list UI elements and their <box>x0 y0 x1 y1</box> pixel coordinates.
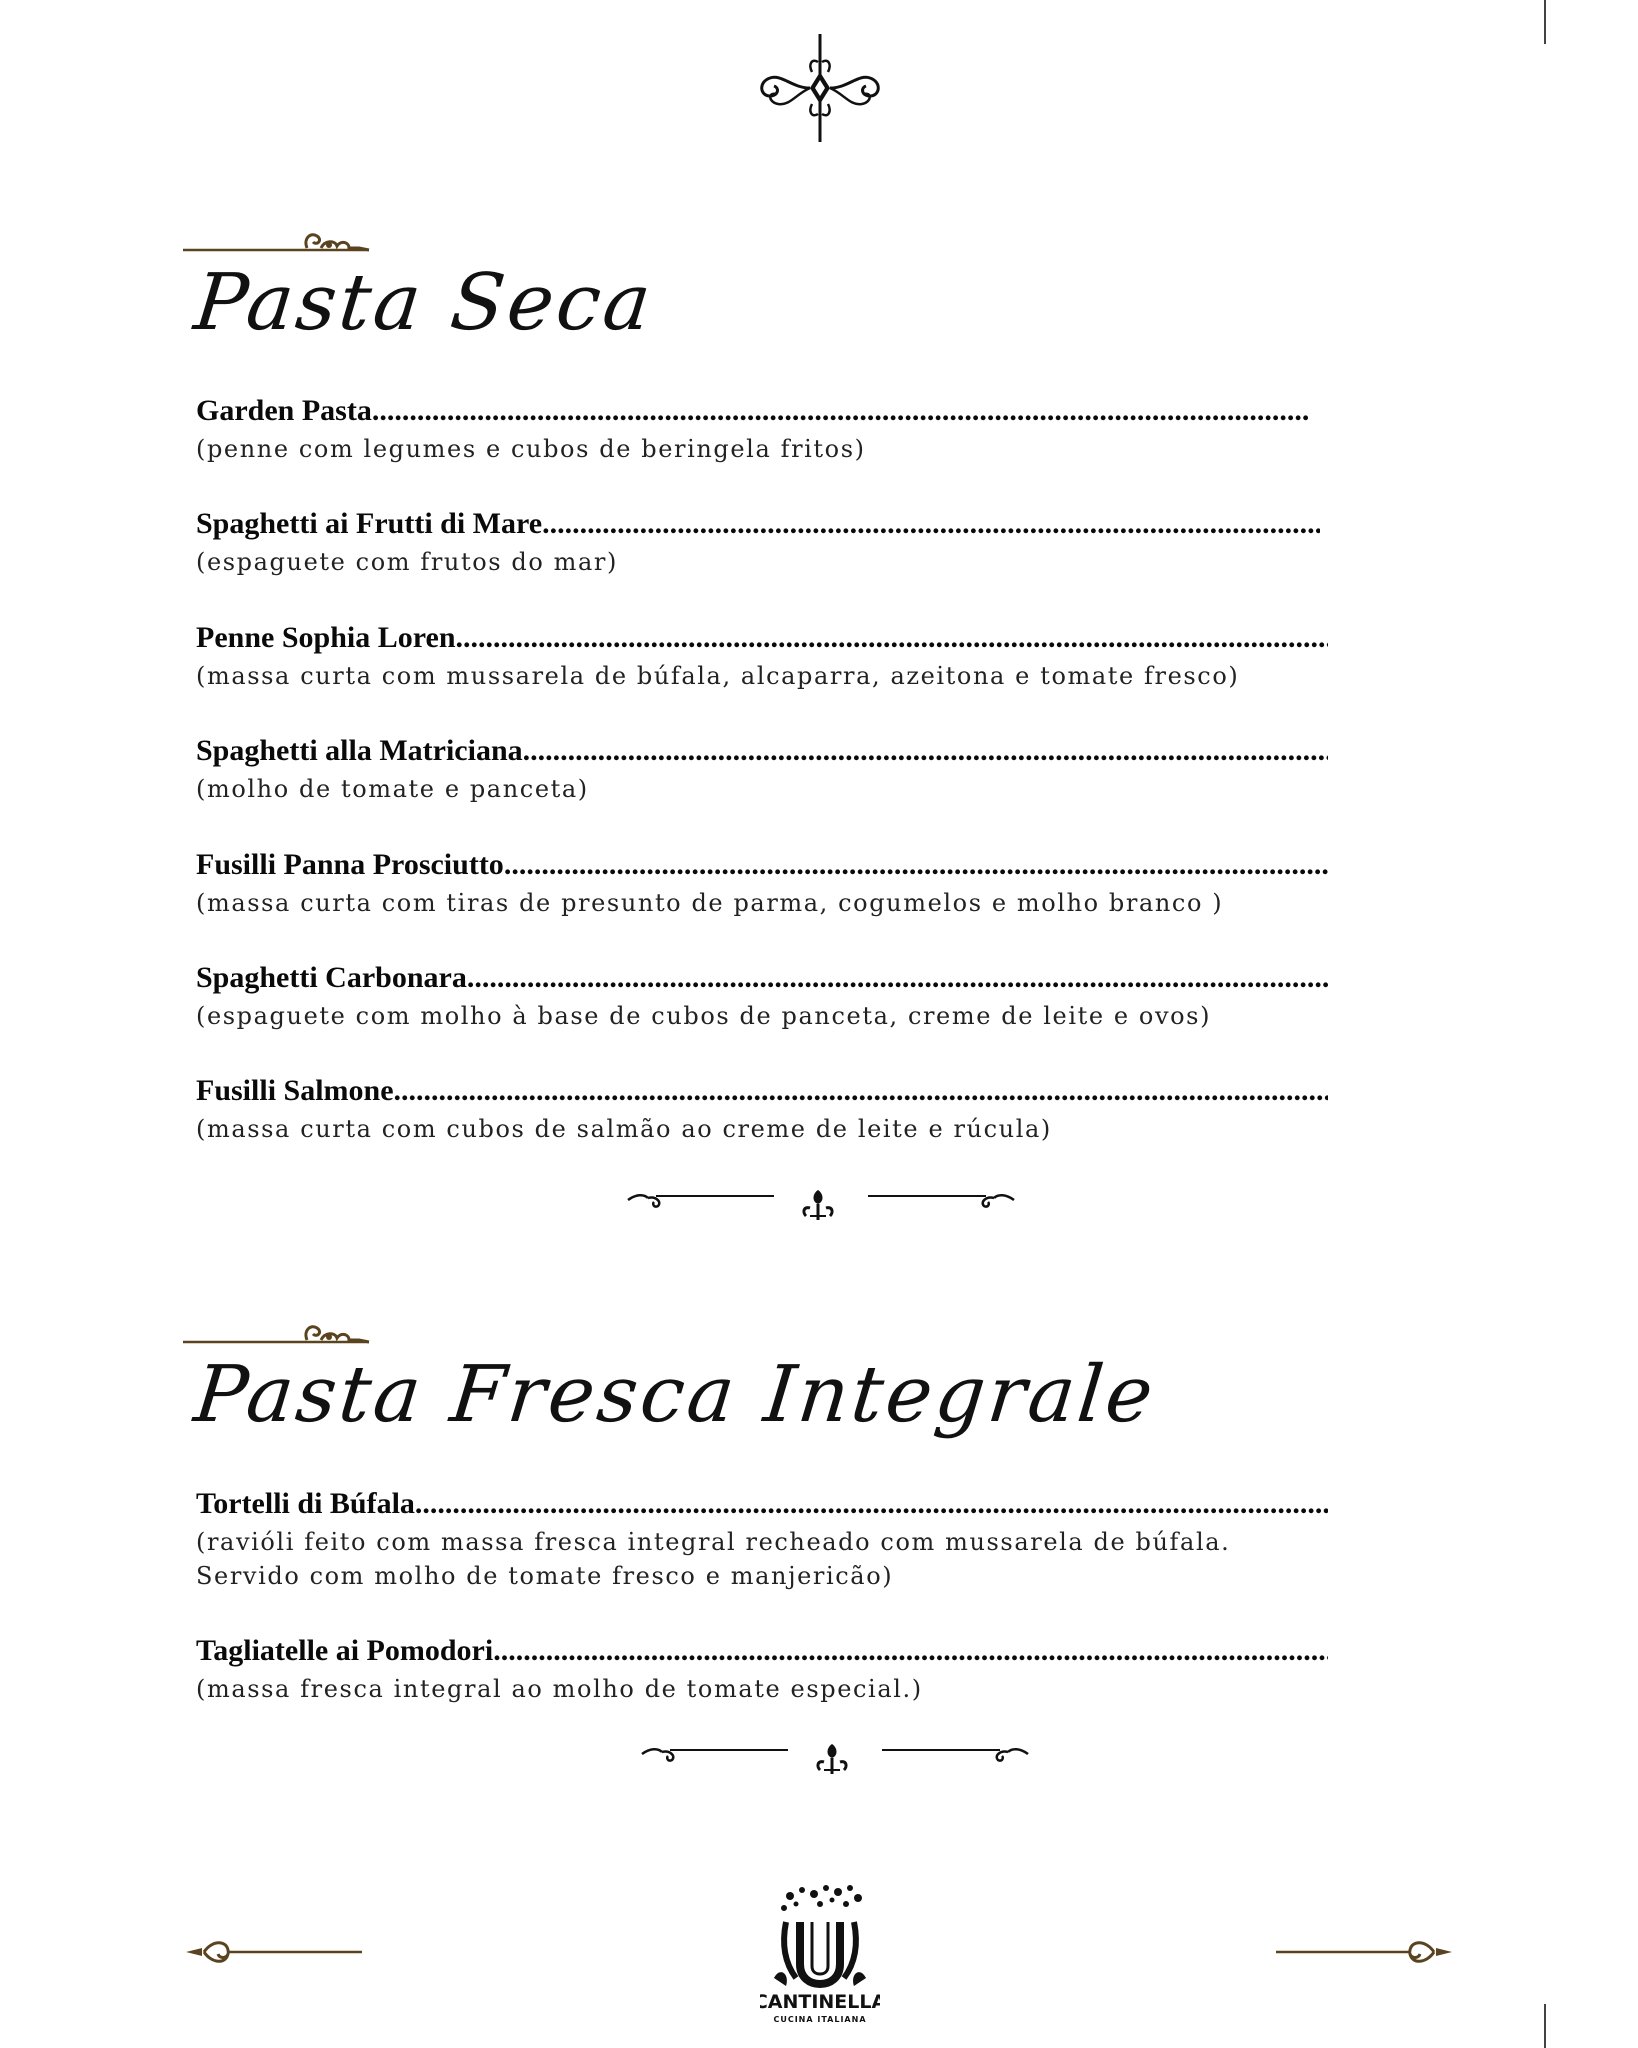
item-name: Tortelli di Búfala <box>196 1487 415 1520</box>
item-name: Spaghetti Carbonara <box>196 961 467 994</box>
item-description: (ravióli feito com massa fresca integral recheado com mussarela de búfala. Servido com molho de tomate fresco e manjericão) <box>196 1528 1231 1590</box>
menu-item <box>196 621 1328 693</box>
edge-mark-top <box>1544 0 1546 44</box>
logo-name: CANTINELLA <box>760 1991 880 2013</box>
item-name: Spaghetti alla Matriciana <box>196 734 523 767</box>
item-description: (massa fresca integral ao molho de tomate especial.) <box>196 1675 923 1703</box>
item-description: (espaguete com molho à base de cubos de panceta, creme de leite e ovos) <box>196 1002 1212 1030</box>
edge-mark-bottom <box>1544 2004 1546 2048</box>
leader-dots <box>372 394 1308 428</box>
item-name: Spaghetti ai Frutti di Mare <box>196 507 543 540</box>
section-header-flourish-icon <box>183 228 373 260</box>
section-header-flourish-icon <box>183 1320 373 1352</box>
leader-dots <box>456 621 1329 655</box>
item-description: (espaguete com frutos do mar) <box>196 548 618 576</box>
menu-item <box>196 394 1308 466</box>
menu-item <box>196 1634 1328 1706</box>
logo-tagline: CUCINA ITALIANA <box>773 2015 867 2024</box>
item-description: (massa curta com tiras de presunto de parma, cogumelos e molho branco ) <box>196 889 1224 917</box>
item-name: Garden Pasta <box>196 394 372 427</box>
leader-dots <box>493 1634 1328 1668</box>
item-name: Fusilli Panna Prosciutto <box>196 848 504 881</box>
top-ornament-icon <box>752 34 888 142</box>
item-name: Tagliatelle ai Pomodori <box>196 1634 494 1667</box>
leader-dots <box>542 507 1320 541</box>
item-description: (penne com legumes e cubos de beringela fritos) <box>196 435 866 463</box>
menu-item <box>196 734 1328 806</box>
menu-item <box>196 1074 1328 1146</box>
item-name: Fusilli Salmone <box>196 1074 394 1107</box>
menu-item <box>196 1487 1328 1593</box>
item-description: (massa curta com cubos de salmão ao creme de leite e rúcula) <box>196 1115 1052 1143</box>
menu-item <box>196 961 1328 1033</box>
section-title: Pasta Fresca Integrale <box>190 1350 1160 1440</box>
section-title: Pasta Seca <box>190 258 658 348</box>
item-name: Penne Sophia Loren <box>196 621 456 654</box>
leader-dots <box>504 848 1328 882</box>
menu-item <box>196 848 1328 920</box>
item-description: (massa curta com mussarela de búfala, alcaparra, azeitona e tomate fresco) <box>196 662 1240 690</box>
item-description: (molho de tomate e panceta) <box>196 775 589 803</box>
footer-right-flourish-icon <box>1274 1932 1456 1972</box>
leader-dots <box>415 1487 1328 1521</box>
leader-dots <box>467 961 1328 995</box>
section-divider-icon <box>640 1740 1030 1780</box>
section-divider-icon <box>626 1186 1016 1226</box>
cantinella-logo <box>760 1882 880 2036</box>
leader-dots <box>523 734 1328 768</box>
menu-item <box>196 507 1320 579</box>
footer-left-flourish-icon <box>182 1932 364 1972</box>
leader-dots <box>394 1074 1328 1108</box>
